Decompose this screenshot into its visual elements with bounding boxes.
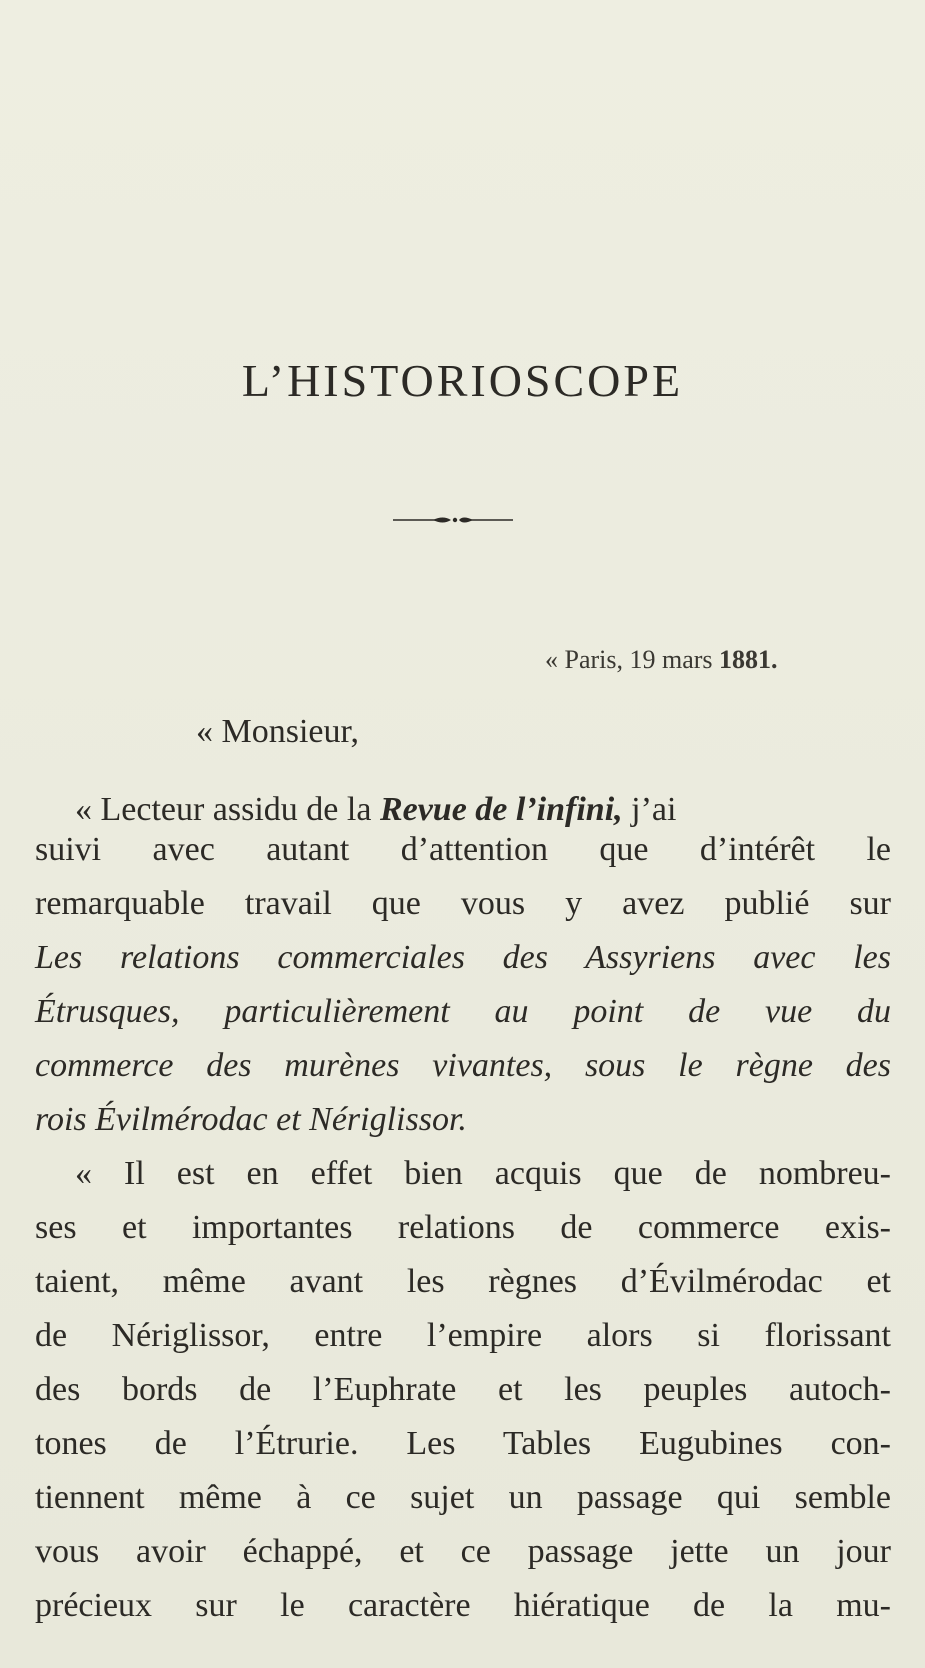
text-line: tiennent même à ce sujet un passage qui semble <box>35 1479 891 1516</box>
text-line: des bords de l’Euphrate et les peuples autoch- <box>35 1371 891 1408</box>
chapter-title: L’HISTORIOSCOPE <box>241 355 684 406</box>
journal-title: Revue de l’infini, <box>379 791 623 828</box>
text-line: commerce des murènes vivantes, sous le règne des <box>35 1047 891 1084</box>
text-line: taient, même avant les règnes d’Évilmérodac et <box>35 1263 891 1300</box>
text-run: « Lecteur assidu de la <box>75 791 380 828</box>
text-line: vous avoir échappé, et ce passage jette un jour <box>35 1533 891 1570</box>
ornament-dash-icon <box>393 514 513 526</box>
dateline <box>545 645 778 675</box>
text-line: « Il est en effet bien acquis que de nombreu- <box>75 1155 891 1192</box>
text-line: suivi avec autant d’attention que d’intérêt le <box>35 831 891 868</box>
text-line: tones de l’Étrurie. Les Tables Eugubines con- <box>35 1425 891 1462</box>
text-run: j’ai <box>622 791 677 828</box>
text-line: rois Évilmérodac et Nériglissor. <box>35 1101 467 1138</box>
dateline-prefix: « Paris, 19 mars <box>545 645 720 674</box>
text-line: ses et importantes relations de commerce exis- <box>35 1209 891 1246</box>
dateline-year: 1881. <box>719 645 778 674</box>
text-line: remarquable travail que vous y avez publié sur <box>35 885 891 922</box>
text-line: Les relations commerciales des Assyriens avec les <box>35 939 891 976</box>
text-line: de Nériglissor, entre l’empire alors si florissant <box>35 1317 891 1354</box>
salutation: « Monsieur, <box>196 713 359 750</box>
text-line: Étrusques, particulièrement au point de vue du <box>35 993 891 1030</box>
text-line: précieux sur le caractère hiératique de la mu- <box>35 1587 891 1624</box>
text-line <box>35 790 891 830</box>
